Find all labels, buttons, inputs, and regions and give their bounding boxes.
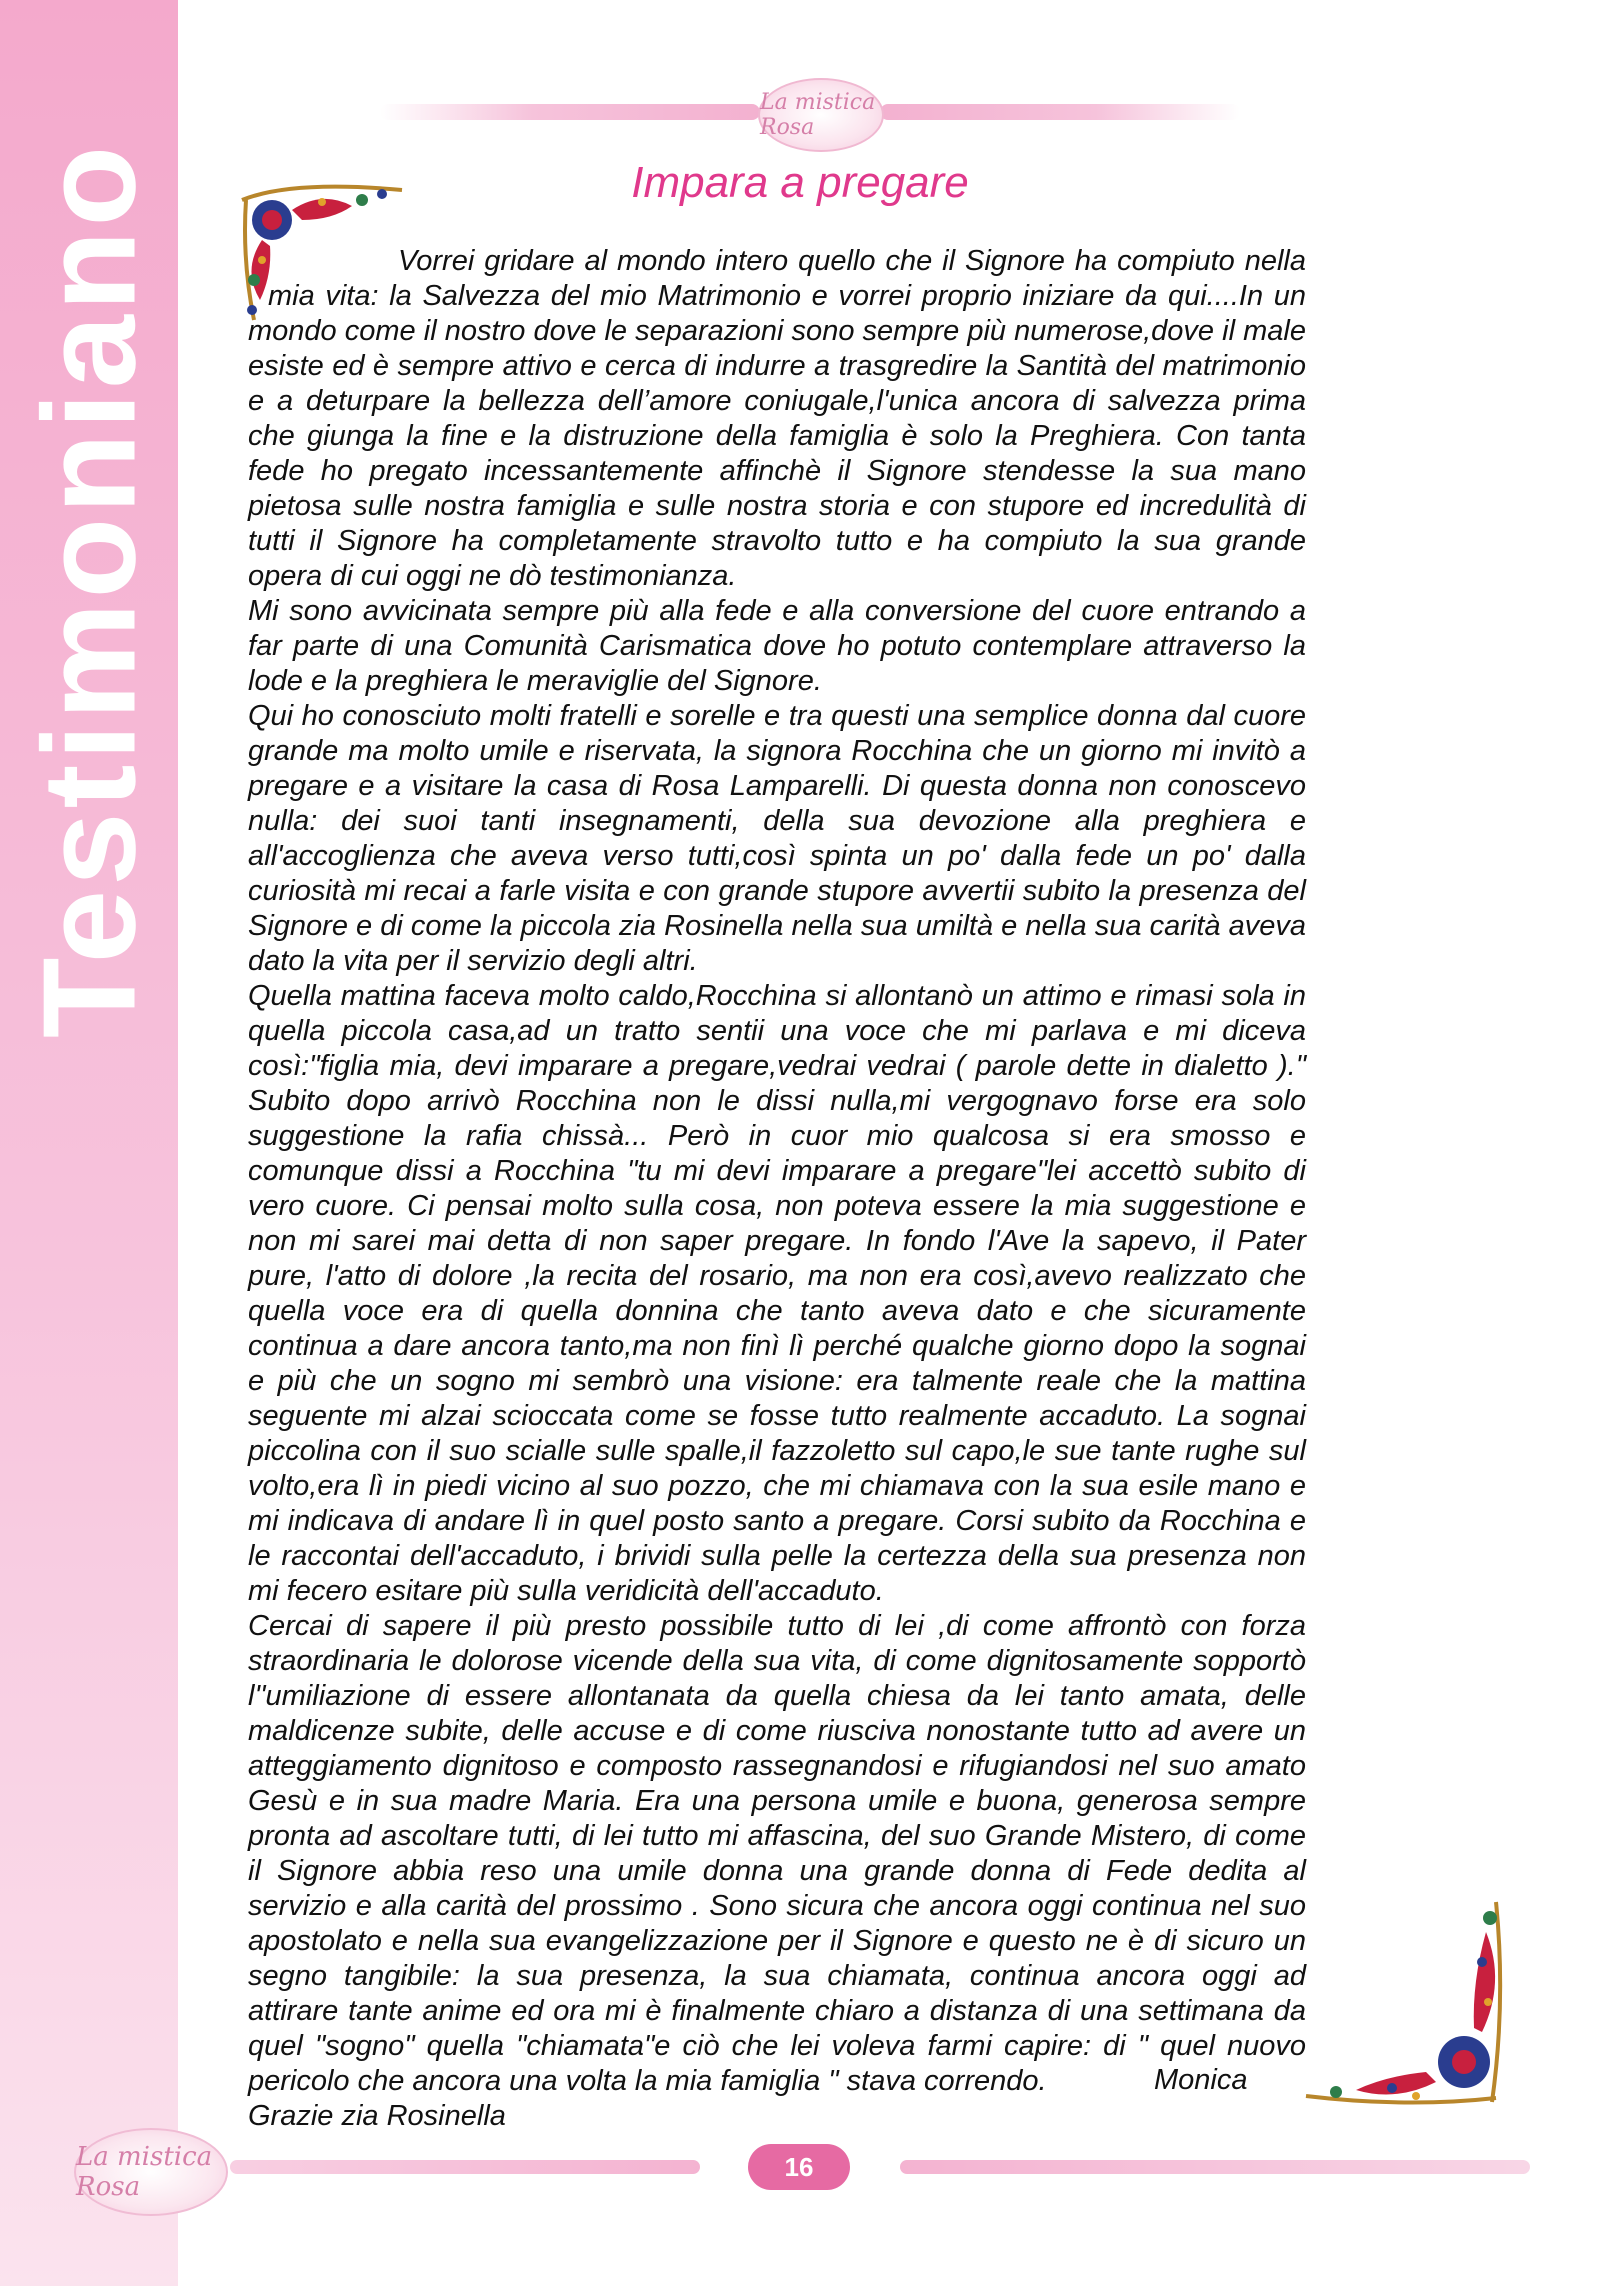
header-line-right — [880, 104, 1240, 120]
header-logo — [758, 78, 884, 152]
header-line-left — [380, 104, 760, 120]
footer-line-left — [230, 2160, 700, 2174]
ornament-bottom-right-icon — [1296, 1892, 1516, 2110]
ornament-wrap — [248, 244, 268, 314]
paragraph: Quella mattina faceva molto caldo,Rocchina si allontanò un attimo e rimasi sola in quella piccola casa,ad un tratto sentii una voce che mi parlava e mi diceva così:"figlia mia, devi imparare a pregare,vedrai vedrai ( parole dette in dialetto )." Subito dopo arrivò Rocchina non le dissi nulla,mi vergognavo forse era solo suggestione la rafia chissà... Però in cuor mio qualcosa si era smosso e comunque dissi a Rocchina "tu mi devi imparare a pregare"lei accettò subito di vero cuore. Ci pensai molto sulla cosa, non poteva essere la mia suggestione e non mi sarei mai detta di non saper pregare. In fondo l'Ave la sapevo, il Pater pure, l'atto di dolore ,la recita del rosario, ma non era così,avevo realizzato che quella voce era di quella donnina che tanto aveva dato e che sicuramente continua a dare ancora tanto,ma non finì lì perché qualche giorno dopo la sognai e più che un sogno mi sembrò una visione: era talmente reale che la mattina seguente mi alzai scioccata come se fosse tutto realmente accaduto. La sognai piccolina con il suo scialle sulle spalle,il fazzoletto sul capo,le sue tante rughe sul volto,era lì in piedi vicino al suo pozzo, che mi chiamava con la sua esile mano e mi indicava di andare lì in quel posto santo a pregare. Corsi subito da Rocchina e le raccontai dell'accaduto, i brividi sulla pelle la certezza della sua presenza non mi fecero esitare più sulla veridicità dell'accaduto. — [248, 980, 1306, 1607]
section-title: Testimoniano — [15, 141, 163, 1039]
footer-logo — [74, 2128, 228, 2216]
header-logo-text: La mistica Rosa — [760, 90, 876, 140]
paragraph: Qui ho conosciuto molti fratelli e sorelle e tra questi una semplice donna dal cuore grande ma molto umile e riservata, la signora Rocchina che un giorno mi invitò a pregare e a visitare la casa di Rosa Lamparelli. Di questa donna non conoscevo nulla: dei suoi tanti insegnamenti, della sua devozione alla preghiera e all'accoglienza che aveva verso tutti,così spinta un po' dalla fede un po' dalla curiosità mi recai a farle visita e con grande stupore avvertii subito la presenza del Signore e di come la piccola zia Rosinella nella sua umiltà e nella sua carità aveva dato la vita per il servizio degli altri. — [248, 700, 1306, 977]
page-number: 16 — [748, 2144, 850, 2190]
article-title: Impara a pregare — [631, 158, 969, 207]
paragraph: Grazie zia Rosinella — [248, 2100, 506, 2132]
paragraph: Cercai di sapere il più presto possibile tutto di lei ,di come affrontò con forza straordinaria le dolorose vicende della sua vita, di come dignitosamente sopportò l''umiliazione di essere allontanata da quella chiesa da lei tanto amata, delle maldicenze subite, delle accuse e di come riusciva nonostante tutto ad avere un atteggiamento dignitoso e composto rassegnandosi e rifugiandosi nel suo amato Gesù e in sua madre Maria. Era una persona umile e buona, generosa sempre pronta ad ascoltare tutti, di lei tutto mi affascina, del suo Grande Mistero, di come il Signore abbia reso una umile donna una grande donna di Fede dedita al servizio e alla carità del prossimo . Sono sicura che ancora oggi continua nel suo apostolato e nella sua evangelizzazione per il Signore e questo ne è di sicuro un segno tangibile: la sua presenza, la sua chiamata, continua ancora oggi ad attirare tante anime ed ora mi è finalmente chiaro a distanza di una settimana da quel "sogno" quella "chiamata"e ciò che lei voleva farmi capire: di " quel nuovo pericolo che ancora una volta la mia famiglia " stava correndo. — [248, 1610, 1306, 2097]
footer-line-right — [900, 2160, 1530, 2174]
signature: Monica — [1154, 2064, 1248, 2096]
footer-logo-text: La mistica Rosa — [76, 2142, 213, 2202]
paragraph: Vorrei gridare al mondo intero quello che il Signore ha compiuto nella mia vita: la Salvezza del mio Matrimonio e vorrei proprio iniziare da qui....In un mondo come il nostro dove le separazioni sono sempre più numerose,dove il male esiste ed è sempre attivo e cerca di indurre a trasgredire la Santità del matrimonio e a deturpare la bellezza dell’amore coniugale,l'unica ancora di salvezza prima che giunga la fine e la distruzione della famiglia è solo la Preghiera. Con tanta fede ho pregato incessantemente affinchè il Signore stendesse la sua mano pietosa sulle nostra famiglia e sulle nostra storia e con stupore ed incredulità di tutti il Signore ha completamente stravolto tutto e ha compiuto la sua grande opera di cui oggi ne dò testimonianza. — [248, 245, 1306, 592]
side-band — [0, 0, 178, 2286]
article-body — [248, 244, 1506, 2134]
paragraph: Mi sono avvicinata sempre più alla fede e alla conversione del cuore entrando a far parte di una Comunità Carismatica dove ho potuto contemplare attraverso la lode e la preghiera le meraviglie del Signore. — [248, 595, 1306, 697]
